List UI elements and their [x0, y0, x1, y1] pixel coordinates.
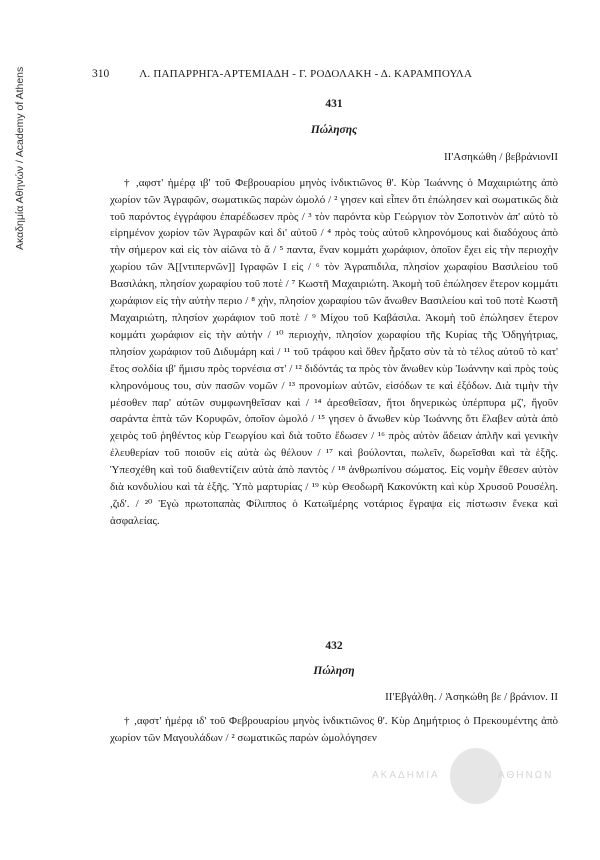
- document-entry: [110, 638, 558, 747]
- document-number: 432: [325, 640, 343, 652]
- document-endorsement: ΙΙ'Εβγάλθη. / Ἀσηκώθη βε / βράνιον. ΙΙ: [385, 690, 558, 703]
- document-title: Πώλησης: [310, 123, 358, 136]
- document-number: 431: [325, 98, 343, 110]
- page-header: [92, 68, 557, 80]
- document-title: Πώληση: [313, 664, 355, 677]
- academy-watermark-logo: [372, 748, 562, 808]
- owl-seal-icon: [450, 748, 502, 804]
- page-number: 310: [92, 68, 110, 80]
- watermark-text-right: ΑΘΗΝΩΝ: [498, 770, 554, 781]
- side-watermark-text: Ακαδημία Αθηνών / Academy of Athens: [14, 66, 26, 250]
- header-authors: Λ. ΠΑΠΑΡΡΗΓΑ-ΑΡΤΕΜΙΑΔΗ - Γ. ΡΟΔΟΛΑΚΗ - Δ. ΚΑΡΑΜΠΟΥΛΑ: [139, 68, 473, 80]
- watermark-text-left: ΑΚΑΔΗΜΙΑ: [372, 770, 440, 781]
- document-body: † ,αφστ' ἡμέρᾳ ιδ' τοῦ Φεβρουαρίου μηνὸς ἰνδικτιῶνος θ'. Κὺρ Δημήτριος ὁ Πρεκουμέντης ἀπὸ χωρίον τῶν Μαγουλάδων / ² σωματικῶς παρὼν ὡμολόγησεν: [110, 714, 558, 744]
- document-body: † ,αφστ' ἡμέρᾳ ιβ' τοῦ Φεβρουαρίου μηνὸς ἰνδικτιῶνος θ'. Κὺρ Ἰωάννης ὁ Μαχαιριώτης ἀπὸ χωρίον τῶν Ἀγραφῶν, σωματικῶς παρὼν ὡμολό / ² γησεν καὶ εἶπεν ὅτι ἐπώλησεν καὶ σωματικῶς διὰ τοῦ παρόντος ἐγγράφου ἐπαρέδωσεν πρὸς / ³ τὸν παρόντα κὺρ Γεώργιον τὸν Σοποτινὸν ἀπ' αὐτὸ τὸ εἰρημένον χωρίον τῶν Ἀγραφῶν καὶ δι' αὐτοῦ / ⁴ πρὸς τοὺς αὐτοῦ κληρονόμους καὶ διαδόχους ἀπὸ τὴν σήμερον καὶ εἰς τὸν αἰῶνα τὸ ἄ / ⁵ παντα, ἕναν κομμάτι χωράφιον, ὁποῖον ἔχει εἰς τὴν περιοχὴν χωρίου τῶν Ἀ[[ντιπερνῶν]] Ιγραφῶν Ι εἰς / ⁶ τὸν Ἀγραπιδιλα, πλησίον χωραφίου Βασιλείου τοῦ Βασιλάκη, πλησίον χωραφίου τοῦ ποτὲ / ⁷ Κωστῆ Μαχαιριώτη. Ἀκομὴ τοῦ ἐπώλησεν ἕτερον κομμάτι χωράφιον εἰς τὴν αὐτὴν περιο / ⁸ χὴν, πλησίον χωραφίου τῶν ἄνωθεν Βασιλείου καὶ τοῦ ποτὲ Κωστῆ Μαχαιριώτη, πλησίον χωράφιον τοῦ ποτὲ / ⁹ Μίχου τοῦ Καβάσιλα. Ἀκομὴ τοῦ ἐπώλησεν ἕτερον κομμάτι χωράφιον εἰς τὴν αὐτὴν / ¹⁰ περιοχὴν, πλησίον χωραφίου τῆς Κυρίας τῆς Ὁδηγήτριας, πλησίον χωράφιον τοῦ Διδυμάρη καὶ / ¹¹ τοῦ τράφου καὶ ὅθεν ἦρξατο σὺν τὰ τὸ τέλος αὐτοῦ τὸ κατ' ἔτος σολδία ιβ' ἥμισυ πρὸς τορνέσια στ' / ¹² διδόντάς τα πρὸς τὸν ἄνωθεν κὺρ Ἰωάννην καὶ πρὸς τοὺς κληρονόμους του, σὺν πασῶν νομῶν / ¹³ προνομίων αὐτῶν, εἰσόδων τε καὶ ἐξόδων. Διὰ τιμὴν τὴν μέσοθεν παρ' αὐτῶν συμφωνηθεῖσαν καὶ / ¹⁴ ἀρεσθεῖσαν, ἤτοι δηνερικὼς ὑπέρπυρα μζ', ἤγοῦν σαράντα ἑπτὰ τῶν Κορυφῶν, ὁποῖον ὡμολό / ¹⁵ γησεν ὁ ἄνωθεν κὺρ Ἰωάννης ὅτι ἔλαβεν αὐτὰ ἀπὸ χειρὸς τοῦ ῥηθέντος κὺρ Γεωργίου καὶ διὰ τοῦτο ἔδωσεν / ¹⁶ πρὸς αὐτὸν ἄδειαν ἁπλῆν καὶ γενικὴν ἐλευθερίαν τοῦ ποιοῦν εἰς αὐτὰ ὡς θέλουν / ¹⁷ καὶ βούλονται, πωλεῖν, δωρεῖσθαι καὶ τὰ ἑξῆς. Ὑπεσχέθη καὶ τοῦ διαθεντίζειν αὐτὰ ἀπὸ παντὸς / ¹⁸ ἀνθρωπίνου σώματος. Εἰς νομὴν ἔθεσεν αὐτὸν διὰ κονδυλίου καὶ τὰ ἑξῆς. Ὑπὸ μαρτυρίας / ¹⁹ κὺρ Θεοδωρῆ Κακονύκτη καὶ κὺρ Χρυσοῦ Ρουσέλη. ,ζιδ'. / ²⁰ Ἐγὼ πρωτοπαπὰς Φίλιππος ὁ Κατωϊμέρης νοτάριος ἔγραψα εἰς πίστωσιν ἕνεκα καὶ ἀσφαλείας.: [110, 176, 558, 527]
- document-endorsement: ΙΙ'Ασηκώθη / βεβράνιονΙΙ: [444, 150, 558, 163]
- document-entry: [110, 96, 558, 530]
